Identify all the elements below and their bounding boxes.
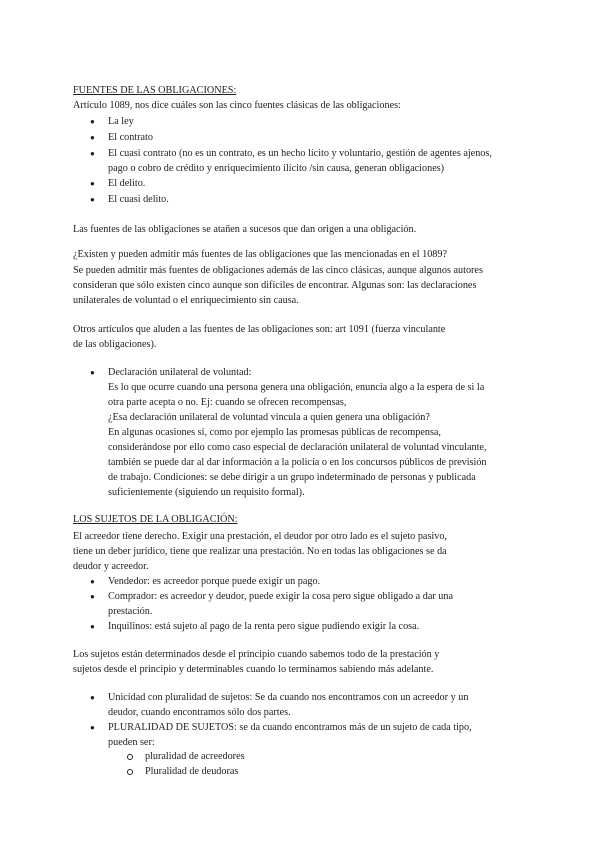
list-item: Unicidad con pluralidad de sujetos: Se da cuando nos encontramos con un acreedor y un xyxy=(108,692,469,703)
list-item-cont: En algunas ocasiones sí, como por ejemplo las promesas públicas de recompensa, xyxy=(108,427,441,438)
list-item: El contrato xyxy=(108,132,153,143)
paragraph: de las obligaciones). xyxy=(73,339,157,350)
bullet-icon: ● xyxy=(90,592,95,601)
list-item-cont: prestación. xyxy=(108,606,153,617)
paragraph: Los sujetos están determinados desde el principio cuando sabemos todo de la prestación y xyxy=(73,649,440,660)
sub-list-item: Pluralidad de deudoras xyxy=(145,766,239,777)
list-item: El cuasi delito. xyxy=(108,194,169,205)
list-item-cont: pueden ser: xyxy=(108,737,155,748)
bullet-icon: ● xyxy=(90,723,95,732)
bullet-icon: ● xyxy=(90,577,95,586)
list-item: Vendedor: es acreedor porque puede exigir un pago. xyxy=(108,576,321,587)
list-item-cont: de trabajo. Condiciones: se debe dirigir a un grupo indeterminado de personas y publicada xyxy=(108,472,476,483)
section-title-fuentes: FUENTES DE LAS OBLIGACIONES: xyxy=(73,85,237,96)
question-text: ¿Existen y pueden admitir más fuentes de las obligaciones que las mencionadas en el 1089? xyxy=(73,249,447,260)
list-item-cont: otra parte acepta o no. Ej: cuando se ofrecen recompensas, xyxy=(108,397,347,408)
list-item: Comprador: es acreedor y deudor, puede exigir la cosa pero sigue obligado a dar una xyxy=(108,591,453,602)
bullet-icon: ● xyxy=(90,622,95,631)
list-item-cont: deudor, cuando encontramos sólo dos partes. xyxy=(108,707,291,718)
paragraph: Se pueden admitir más fuentes de obligaciones además de las cinco clásicas, aunque algunos autores xyxy=(73,265,483,276)
paragraph: sujetos desde el principio y determinables cuando lo terminamos sabiendo más adelante. xyxy=(73,664,434,675)
bullet-icon: ● xyxy=(90,368,95,377)
paragraph: Las fuentes de las obligaciones se atañen a sucesos que dan origen a una obligación. xyxy=(73,224,417,235)
paragraph: consideran que sólo existen cinco aunque son difíciles de encontrar. Algunas son: las declaraciones xyxy=(73,280,477,291)
list-item: Inquilinos: está sujeto al pago de la renta pero sigue pudiendo exigir la cosa. xyxy=(108,621,420,632)
list-item-cont: considerándose por ello como caso especial de declaración unilateral de voluntad vinculante, xyxy=(108,442,487,453)
bullet-icon: ● xyxy=(90,149,95,158)
list-item: La ley xyxy=(108,116,134,127)
paragraph: El acreedor tiene derecho. Exigir una prestación, el deudor por otro lado es el sujeto pasivo, xyxy=(73,531,447,542)
paragraph: unilaterales de voluntad o el enriquecimiento sin causa. xyxy=(73,295,299,306)
list-item: Declaración unilateral de voluntad: xyxy=(108,367,252,378)
intro-text: Artículo 1089, nos dice cuáles son las cinco fuentes clásicas de las obligaciones: xyxy=(73,100,401,111)
bullet-icon: ● xyxy=(90,179,95,188)
paragraph: tiene un deber jurídico, tiene que realizar una prestación. No en todas las obligaciones se da xyxy=(73,546,447,557)
list-item-cont: Es lo que ocurre cuando una persona genera una obligación, enuncia algo a la espera de si la xyxy=(108,382,485,393)
list-item: PLURALIDAD DE SUJETOS: se da cuando encontramos más de un sujeto de cada tipo, xyxy=(108,722,472,733)
list-item-cont: también se puede dar al dar información a la policía o en los concursos públicos de previsión xyxy=(108,457,487,468)
paragraph: deudor y acreedor. xyxy=(73,561,149,572)
sub-list-item: pluralidad de acreedores xyxy=(145,751,245,762)
bullet-icon: ● xyxy=(90,133,95,142)
list-item-cont: pago o cobro de crédito y enriquecimiento ilícito /sin causa, generan obligaciones) xyxy=(108,163,445,174)
circle-bullet-icon xyxy=(127,769,133,775)
list-item: El cuasi contrato (no es un contrato, es un hecho lícito y voluntario, gestión de agentes ajenos, xyxy=(108,148,492,159)
section-title-sujetos: LOS SUJETOS DE LA OBLIGACIÓN: xyxy=(73,514,238,525)
bullet-icon: ● xyxy=(90,195,95,204)
paragraph: Otros artículos que aluden a las fuentes de las obligaciones son: art 1091 (fuerza vinculante xyxy=(73,324,446,335)
list-item-cont: ¿Esa declaración unilateral de voluntad vincula a quien genera una obligación? xyxy=(108,412,430,423)
list-item: El delito. xyxy=(108,178,146,189)
circle-bullet-icon xyxy=(127,754,133,760)
bullet-icon: ● xyxy=(90,693,95,702)
bullet-icon: ● xyxy=(90,117,95,126)
list-item-cont: suficientemente (siguiendo un requisito formal). xyxy=(108,487,305,498)
